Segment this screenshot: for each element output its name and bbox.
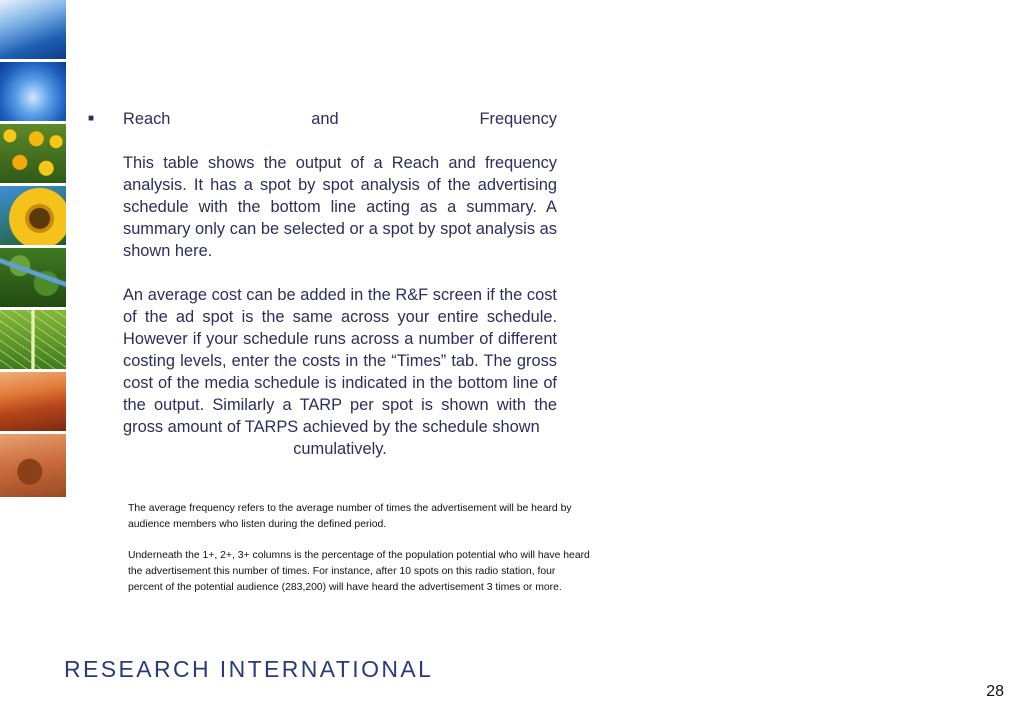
heading-word-reach: Reach (123, 110, 171, 128)
paragraph-table-description: This table shows the output of a Reach and frequency analysis. It has a spot by spot analysis of the advertising schedule with the bottom line acting as a summary. A summary only can be selected or a spot by spot analysis as shown here. (123, 154, 557, 260)
wave-image (0, 0, 66, 59)
research-international-logo: RESEARCH INTERNATIONAL (64, 656, 434, 682)
river-aerial-image (0, 248, 66, 307)
leaf-image (0, 310, 66, 369)
desert-dunes-image (0, 372, 66, 431)
section-heading (123, 108, 557, 130)
decorative-image-strip (0, 0, 66, 497)
sunflower-image (0, 186, 66, 245)
footnote-plus-columns: Underneath the 1+, 2+, 3+ columns is the percentage of the population potential who will have heard the advertisement this number of times. For instance, after 10 spots on this radio station, four percent of the potential audience (283,200) will have heard the advertisement 3 times or more. (128, 550, 590, 593)
footnote-average-frequency: The average frequency refers to the average number of times the advertisement will be heard by audience members who listen during the defined period. (128, 503, 572, 530)
main-content (88, 108, 558, 460)
bullet-item (88, 108, 558, 460)
water-drop-image (0, 62, 66, 121)
heading-word-frequency: Frequency (479, 110, 557, 128)
page-number: 28 (986, 683, 1004, 700)
sunflower-field-image (0, 124, 66, 183)
heading-word-and: and (311, 110, 339, 128)
paragraph-average-cost-last-line: cumulatively. (293, 440, 387, 458)
bullet-text (123, 108, 557, 460)
footnote-block (128, 501, 590, 596)
paragraph-average-cost: An average cost can be added in the R&F screen if the cost of the ad spot is the same across your entire schedule. However if your schedule runs across a number of different costing levels, enter the costs in the “Times” tab. The gross cost of the media schedule is indicated in the bottom line of the output. Similarly a TARP per spot is shown with the gross amount of TARPS achieved by the schedule shown (123, 286, 557, 436)
square-bullet-icon: ■ (88, 113, 95, 124)
footprint-sand-image (0, 434, 66, 497)
